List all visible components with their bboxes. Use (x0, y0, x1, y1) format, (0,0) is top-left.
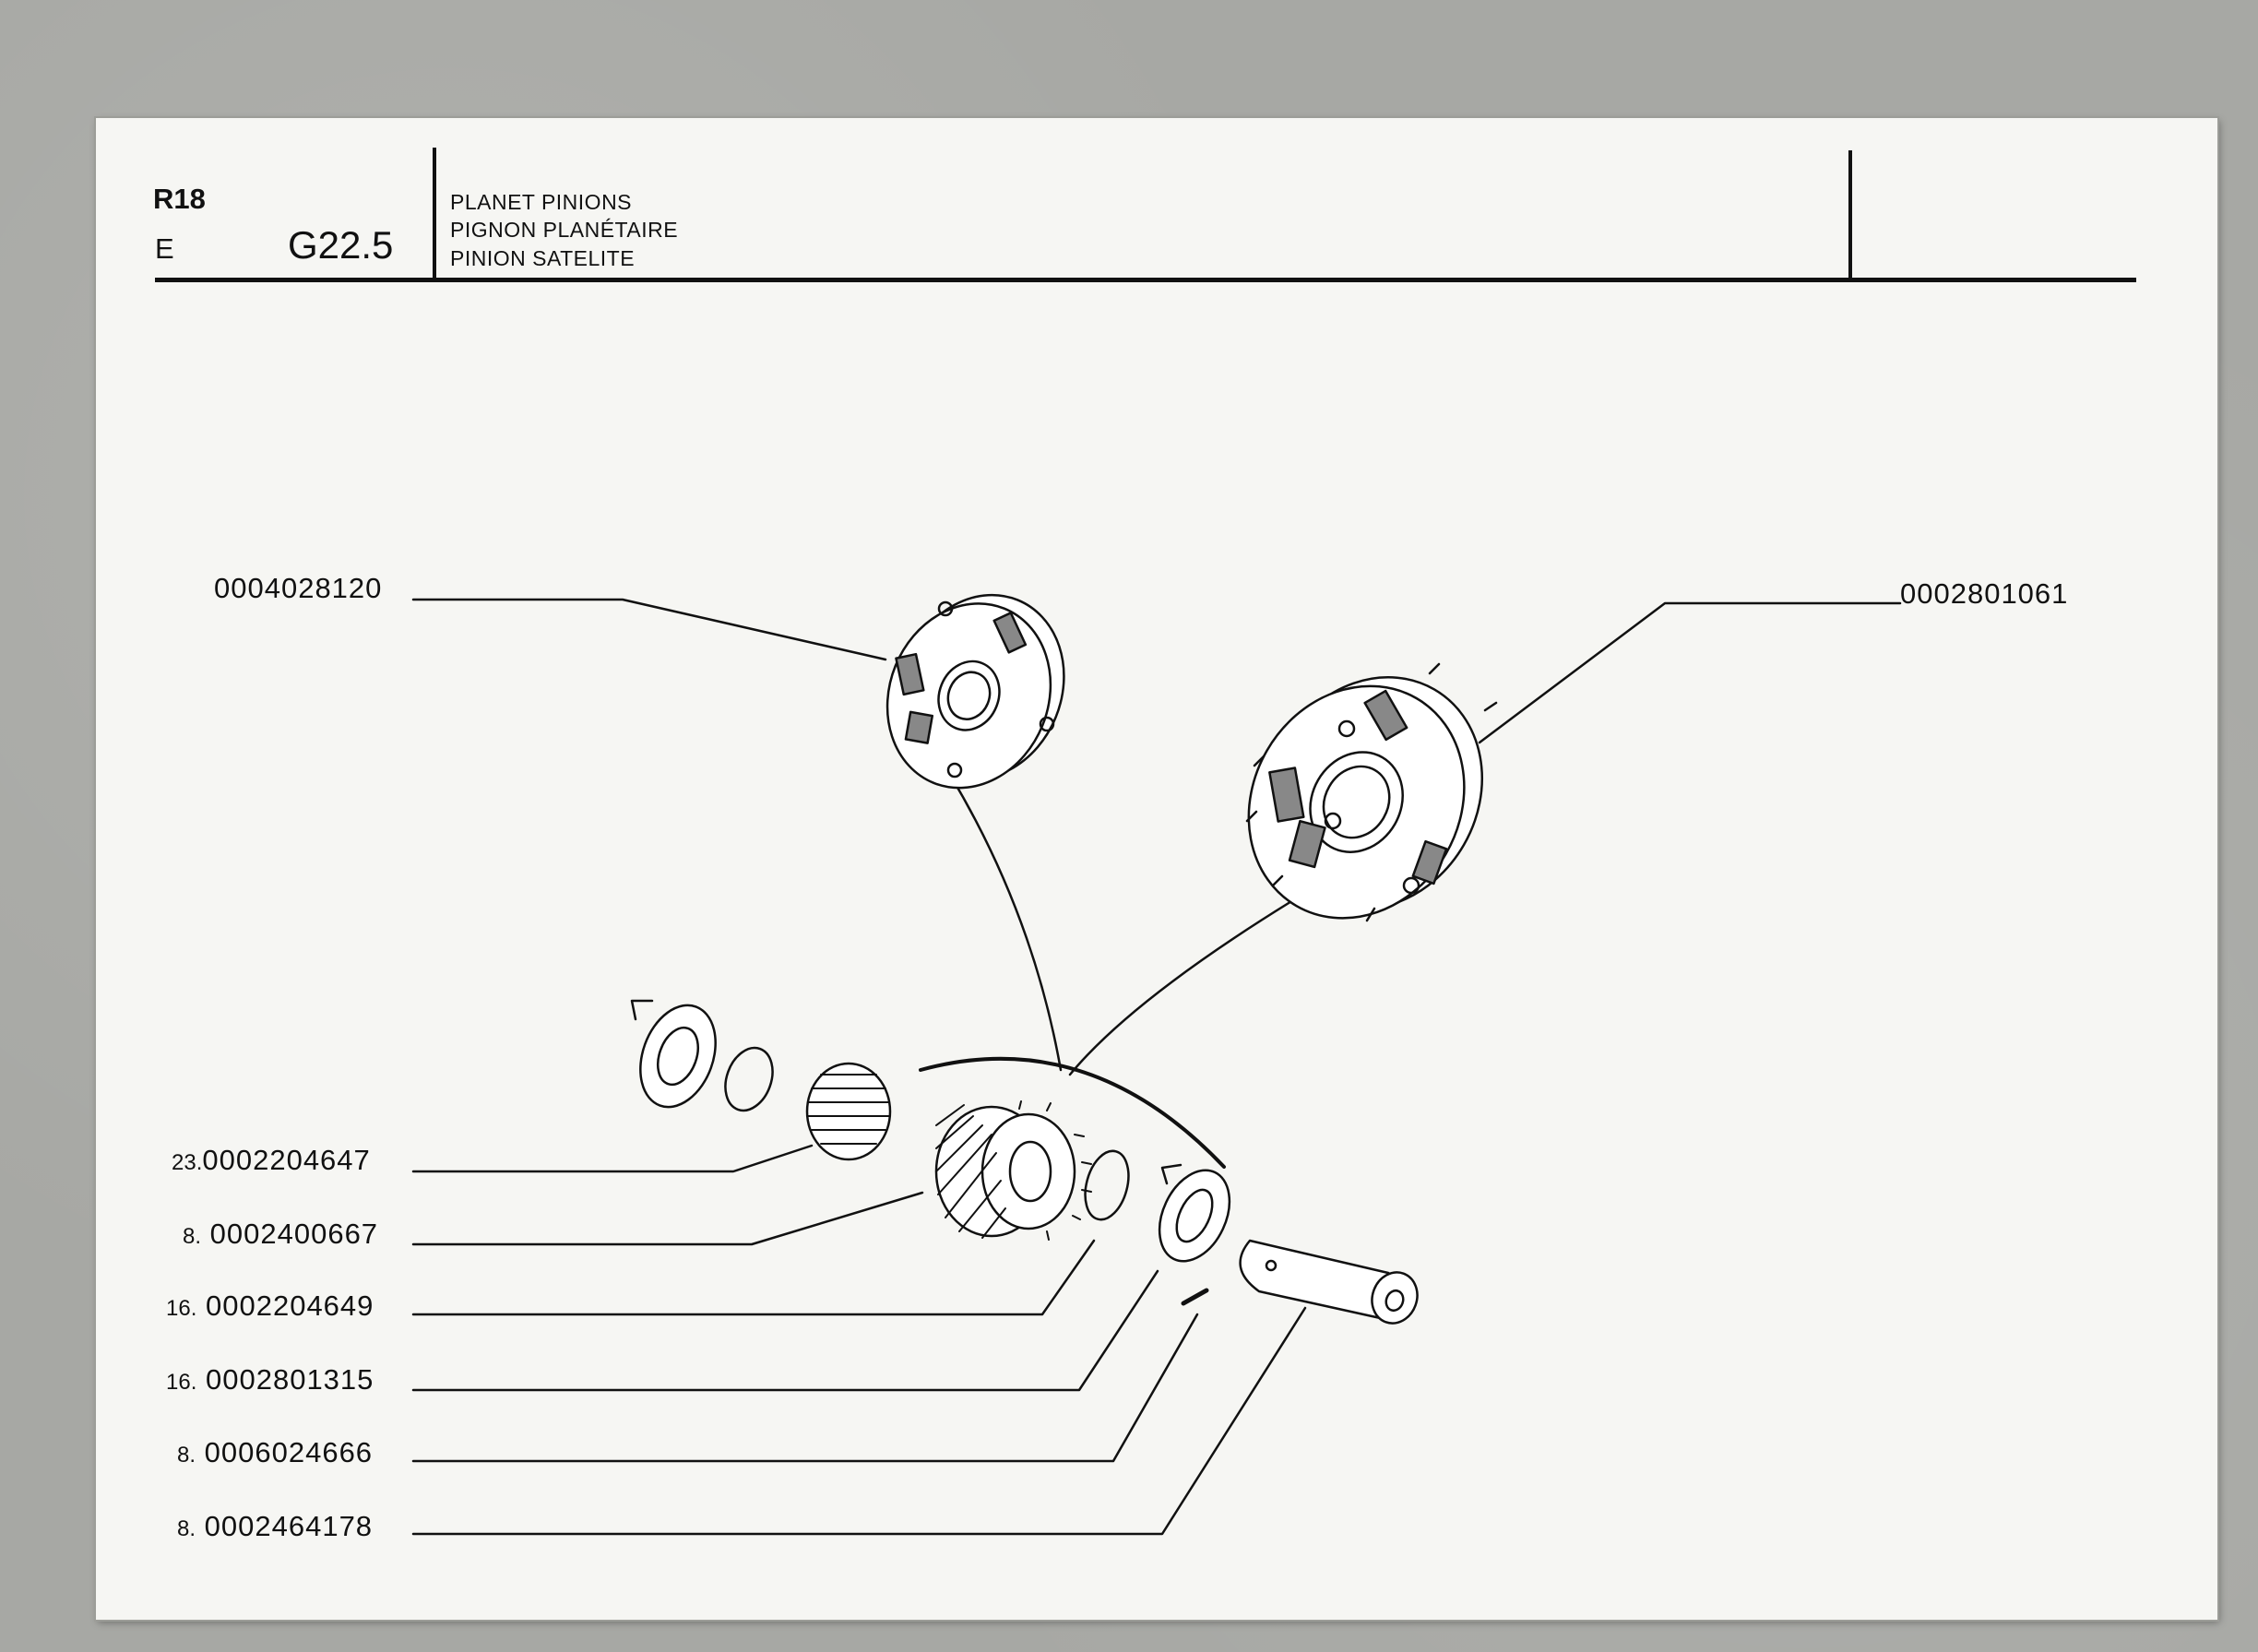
quantity: 16. (166, 1370, 197, 1395)
callout-roll-pin (177, 1436, 373, 1469)
callout-planet-carrier-large (1900, 577, 2068, 611)
part-number: 0006024666 (204, 1436, 374, 1468)
sheet-number: G22.5 (288, 223, 394, 267)
part-number: 0004028120 (214, 572, 383, 604)
thrust-washer-left-part (627, 994, 729, 1117)
quantity: 8. (177, 1516, 196, 1541)
language-code: E (155, 232, 174, 265)
quantity: 23. (172, 1150, 203, 1175)
callout-planet-shaft (177, 1510, 373, 1543)
ring-left-part (717, 1041, 780, 1117)
planet-carrier-large-part (1207, 632, 1524, 963)
leader-0002400667 (413, 1193, 922, 1244)
leader-0002204649 (413, 1241, 1094, 1314)
callout-thrust-washer (166, 1363, 374, 1396)
part-number: 0002801315 (206, 1363, 374, 1396)
callout-planet-carrier-small (214, 572, 382, 605)
leader-0002801315 (413, 1271, 1158, 1390)
callout-ring (166, 1290, 374, 1323)
part-number: 0002400667 (209, 1218, 379, 1250)
part-number: 0002204647 (202, 1144, 371, 1176)
title-french: PIGNON PLANÉTAIRE (450, 218, 679, 242)
title-english: PLANET PINIONS (450, 190, 633, 214)
leader-0002464178 (413, 1308, 1305, 1534)
leader-0004028120 (413, 600, 885, 660)
quantity: 8. (183, 1224, 202, 1249)
quantity: 8. (177, 1443, 196, 1468)
assembly-line-left (950, 775, 1061, 1070)
planet-shaft-part (1241, 1241, 1425, 1330)
assembly-line-right (1070, 890, 1310, 1075)
planet-carrier-small-part (861, 566, 1091, 815)
callout-needle-bearing (172, 1144, 371, 1177)
leader-0002801061 (1480, 603, 1900, 743)
needle-bearing-part (807, 1064, 890, 1159)
quantity: 16. (166, 1296, 197, 1321)
title-spanish: PINION SATELITE (450, 246, 636, 270)
roll-pin-part (1183, 1290, 1206, 1303)
planet-pinion-gear-part (936, 1101, 1091, 1240)
model-code: R18 (153, 183, 206, 215)
part-number: 0002464178 (204, 1510, 374, 1542)
ring-part (1078, 1147, 1135, 1225)
leader-0002204647 (413, 1146, 812, 1171)
thrust-washer-right-part (1146, 1159, 1243, 1273)
part-number: 0002204649 (206, 1290, 374, 1322)
callout-planet-pinion (183, 1218, 378, 1251)
part-number: 0002801061 (1900, 577, 2069, 610)
